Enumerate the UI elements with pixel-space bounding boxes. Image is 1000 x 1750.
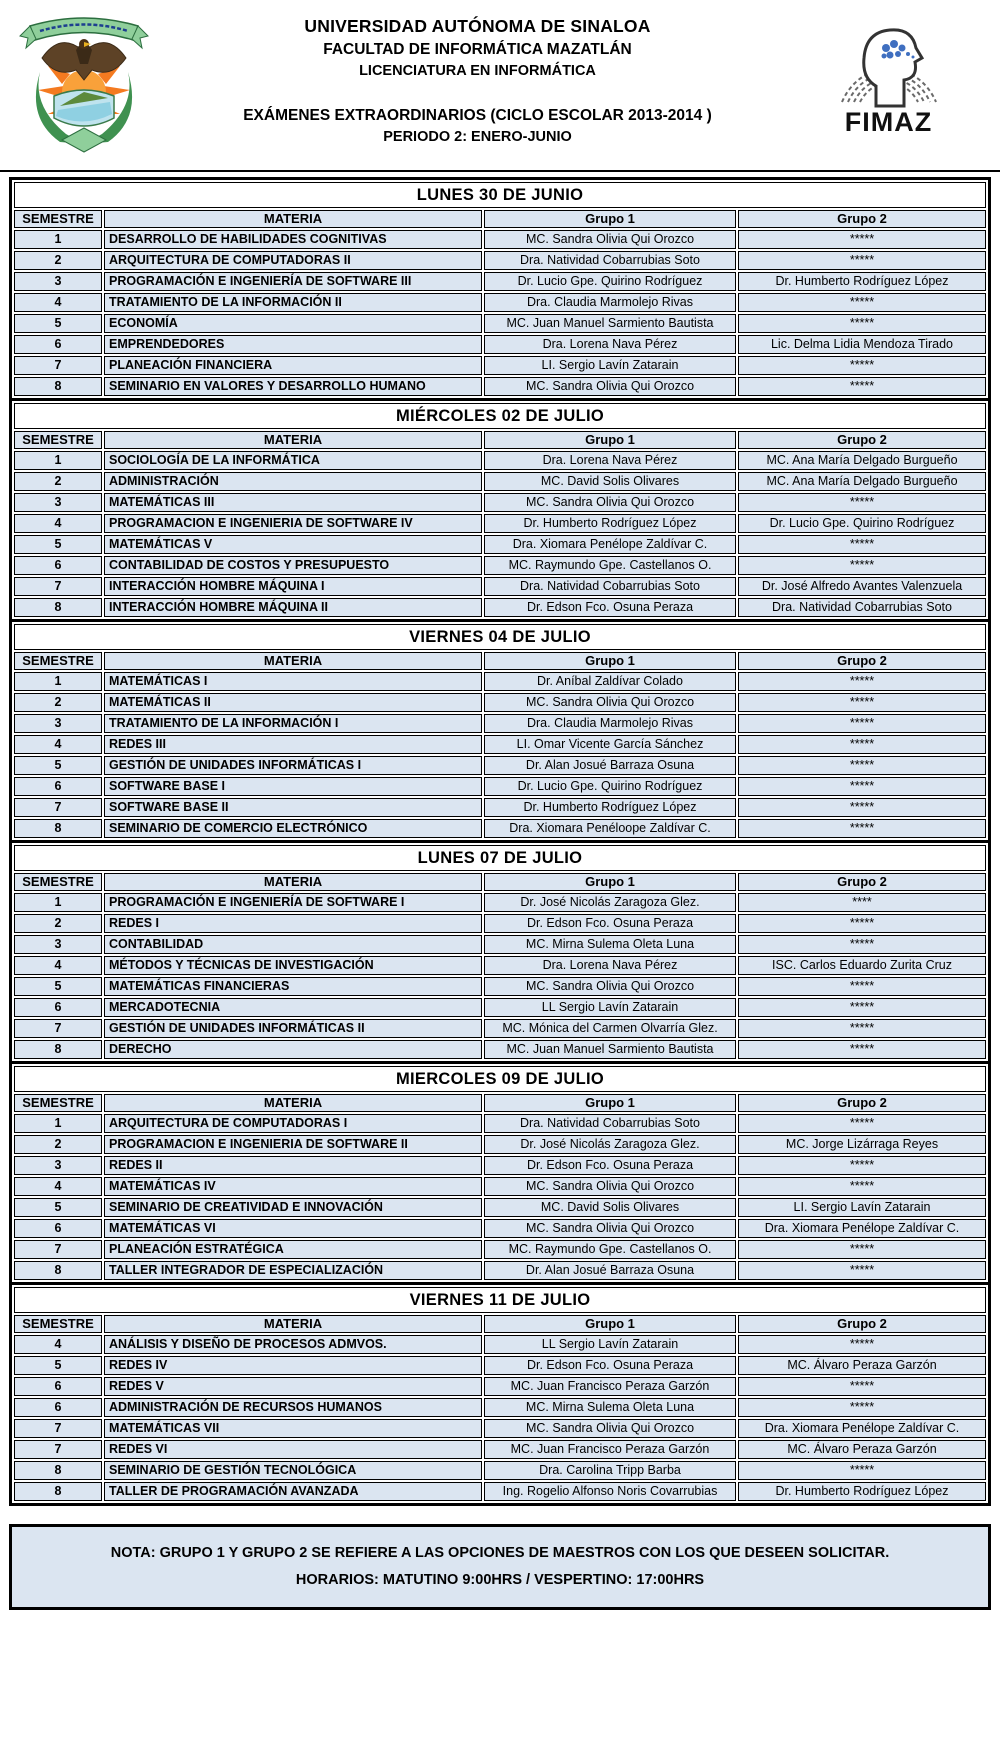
grupo1-cell: Dr. Lucio Gpe. Quirino Rodríguez: [484, 777, 736, 796]
column-header: Grupo 1: [484, 652, 736, 670]
semester-cell: 8: [14, 377, 102, 396]
semester-cell: 7: [14, 1440, 102, 1459]
table-row: [14, 735, 986, 754]
table-row: [14, 1440, 986, 1459]
table-row: [14, 1019, 986, 1038]
day-header: VIERNES 11 DE JULIO: [14, 1287, 986, 1313]
grupo2-cell: *****: [738, 693, 986, 712]
semester-cell: 7: [14, 577, 102, 596]
materia-cell: PLANEACIÓN ESTRATÉGICA: [104, 1240, 482, 1259]
semester-cell: 3: [14, 714, 102, 733]
grupo1-cell: MC. Juan Manuel Sarmiento Bautista: [484, 314, 736, 333]
table-row: [14, 672, 986, 691]
semester-cell: 5: [14, 535, 102, 554]
grupo2-cell: *****: [738, 1156, 986, 1175]
materia-cell: TALLER INTEGRADOR DE ESPECIALIZACIÓN: [104, 1261, 482, 1280]
materia-cell: CONTABILIDAD: [104, 935, 482, 954]
materia-cell: PROGRAMACIÓN E INGENIERÍA DE SOFTWARE III: [104, 272, 482, 291]
grupo2-cell: *****: [738, 535, 986, 554]
column-header: Grupo 2: [738, 431, 986, 449]
semester-cell: 4: [14, 1335, 102, 1354]
table-row: [14, 1177, 986, 1196]
grupo1-cell: MC. Mónica del Carmen Olvarría Glez.: [484, 1019, 736, 1038]
grupo2-cell: *****: [738, 556, 986, 575]
title-block: [164, 6, 791, 145]
schedule-table: [9, 177, 991, 401]
grupo2-cell: *****: [738, 1461, 986, 1480]
grupo2-cell: *****: [738, 1398, 986, 1417]
table-row: [14, 956, 986, 975]
table-row: [14, 230, 986, 249]
materia-cell: REDES II: [104, 1156, 482, 1175]
grupo1-cell: Dr. Edson Fco. Osuna Peraza: [484, 598, 736, 617]
materia-cell: ADMINISTRACIÓN DE RECURSOS HUMANOS: [104, 1398, 482, 1417]
materia-cell: SEMINARIO DE CREATIVIDAD E INNOVACIÓN: [104, 1198, 482, 1217]
grupo1-cell: LI. Omar Vicente García Sánchez: [484, 735, 736, 754]
grupo2-cell: *****: [738, 1019, 986, 1038]
table-row: [14, 251, 986, 270]
fimaz-head-icon: [814, 10, 964, 108]
grupo2-cell: *****: [738, 230, 986, 249]
materia-cell: EMPRENDEDORES: [104, 335, 482, 354]
table-row: [14, 1377, 986, 1396]
university-name: UNIVERSIDAD AUTÓNOMA DE SINALOA: [304, 16, 651, 36]
materia-cell: MATEMÁTICAS III: [104, 493, 482, 512]
grupo1-cell: Dr. Aníbal Zaldívar Colado: [484, 672, 736, 691]
table-row: [14, 577, 986, 596]
faculty-name: FACULTAD DE INFORMÁTICA MAZATLÁN: [323, 41, 632, 58]
semester-cell: 2: [14, 251, 102, 270]
semester-cell: 8: [14, 1482, 102, 1501]
materia-cell: ARQUITECTURA DE COMPUTADORAS II: [104, 251, 482, 270]
semester-cell: 4: [14, 293, 102, 312]
materia-cell: MÉTODOS Y TÉCNICAS DE INVESTIGACIÓN: [104, 956, 482, 975]
materia-cell: SEMINARIO EN VALORES Y DESARROLLO HUMANO: [104, 377, 482, 396]
semester-cell: 6: [14, 1219, 102, 1238]
materia-cell: TALLER DE PROGRAMACIÓN AVANZADA: [104, 1482, 482, 1501]
column-header: MATERIA: [104, 873, 482, 891]
grupo1-cell: Dra. Carolina Tripp Barba: [484, 1461, 736, 1480]
table-row: [14, 935, 986, 954]
grupo1-cell: Dr. Lucio Gpe. Quirino Rodríguez: [484, 272, 736, 291]
materia-cell: MATEMÁTICAS IV: [104, 1177, 482, 1196]
column-header: Grupo 1: [484, 1315, 736, 1333]
grupo2-cell: Dra. Natividad Cobarrubias Soto: [738, 598, 986, 617]
semester-cell: 6: [14, 335, 102, 354]
column-header: Grupo 2: [738, 873, 986, 891]
semester-cell: 7: [14, 1019, 102, 1038]
materia-cell: DERECHO: [104, 1040, 482, 1059]
semester-cell: 5: [14, 1198, 102, 1217]
grupo2-cell: *****: [738, 998, 986, 1017]
materia-cell: ANÁLISIS Y DISEÑO DE PROCESOS ADMVOS.: [104, 1335, 482, 1354]
semester-cell: 3: [14, 493, 102, 512]
materia-cell: MATEMÁTICAS VI: [104, 1219, 482, 1238]
table-row: [14, 1240, 986, 1259]
table-row: [14, 451, 986, 470]
grupo1-cell: Dra. Lorena Nava Pérez: [484, 956, 736, 975]
column-header: Grupo 2: [738, 1094, 986, 1112]
grupo2-cell: Dr. Humberto Rodríguez López: [738, 1482, 986, 1501]
grupo2-cell: Lic. Delma Lidia Mendoza Tirado: [738, 335, 986, 354]
grupo1-cell: LI. Sergio Lavín Zatarain: [484, 356, 736, 375]
grupo2-cell: *****: [738, 977, 986, 996]
semester-cell: 4: [14, 735, 102, 754]
semester-cell: 5: [14, 977, 102, 996]
table-row: [14, 514, 986, 533]
column-header: Grupo 1: [484, 431, 736, 449]
column-header: Grupo 1: [484, 210, 736, 228]
grupo1-cell: LL Sergio Lavín Zatarain: [484, 998, 736, 1017]
grupo2-cell: *****: [738, 1177, 986, 1196]
grupo1-cell: Dra. Lorena Nava Pérez: [484, 451, 736, 470]
semester-cell: 3: [14, 1156, 102, 1175]
grupo1-cell: Dr. Edson Fco. Osuna Peraza: [484, 1356, 736, 1375]
semester-cell: 7: [14, 356, 102, 375]
uas-crest-logo: [14, 6, 164, 169]
day-header: LUNES 07 DE JULIO: [14, 845, 986, 871]
grupo2-cell: Dr. Lucio Gpe. Quirino Rodríguez: [738, 514, 986, 533]
table-row: [14, 598, 986, 617]
table-row: [14, 714, 986, 733]
column-header: SEMESTRE: [14, 1094, 102, 1112]
column-header: SEMESTRE: [14, 431, 102, 449]
grupo1-cell: MC. Juan Francisco Peraza Garzón: [484, 1440, 736, 1459]
schedule-tables: [9, 177, 991, 1506]
grupo2-cell: MC. Jorge Lizárraga Reyes: [738, 1135, 986, 1154]
grupo2-cell: LI. Sergio Lavín Zatarain: [738, 1198, 986, 1217]
semester-cell: 8: [14, 1461, 102, 1480]
grupo2-cell: *****: [738, 251, 986, 270]
grupo1-cell: MC. Sandra Olivia Qui Orozco: [484, 1219, 736, 1238]
grupo1-cell: Dr. Alan Josué Barraza Osuna: [484, 756, 736, 775]
materia-cell: INTERACCIÓN HOMBRE MÁQUINA I: [104, 577, 482, 596]
semester-cell: 1: [14, 230, 102, 249]
table-row: [14, 377, 986, 396]
semester-cell: 8: [14, 819, 102, 838]
materia-cell: TRATAMIENTO DE LA INFORMACIÓN I: [104, 714, 482, 733]
materia-cell: GESTIÓN DE UNIDADES INFORMÁTICAS II: [104, 1019, 482, 1038]
semester-cell: 1: [14, 1114, 102, 1133]
grupo1-cell: MC. Sandra Olivia Qui Orozco: [484, 1177, 736, 1196]
semester-cell: 8: [14, 1261, 102, 1280]
table-row: [14, 977, 986, 996]
grupo2-cell: MC. Álvaro Peraza Garzón: [738, 1356, 986, 1375]
materia-cell: TRATAMIENTO DE LA INFORMACIÓN II: [104, 293, 482, 312]
day-header: MIERCOLES 09 DE JULIO: [14, 1066, 986, 1092]
materia-cell: ARQUITECTURA DE COMPUTADORAS I: [104, 1114, 482, 1133]
grupo2-cell: *****: [738, 314, 986, 333]
semester-cell: 6: [14, 777, 102, 796]
grupo1-cell: Dra. Natividad Cobarrubias Soto: [484, 251, 736, 270]
program-name: LICENCIATURA EN INFORMÁTICA: [359, 63, 596, 79]
grupo2-cell: MC. Ana María Delgado Burgueño: [738, 451, 986, 470]
materia-cell: SEMINARIO DE GESTIÓN TECNOLÓGICA: [104, 1461, 482, 1480]
semester-cell: 7: [14, 798, 102, 817]
table-row: [14, 1398, 986, 1417]
grupo2-cell: Dr. Humberto Rodríguez López: [738, 272, 986, 291]
table-row: [14, 998, 986, 1017]
semester-cell: 5: [14, 314, 102, 333]
column-header: MATERIA: [104, 431, 482, 449]
grupo1-cell: Dra. Lorena Nava Pérez: [484, 335, 736, 354]
table-row: [14, 1156, 986, 1175]
semester-cell: 4: [14, 514, 102, 533]
table-row: [14, 335, 986, 354]
grupo1-cell: MC. Sandra Olivia Qui Orozco: [484, 977, 736, 996]
table-row: [14, 556, 986, 575]
grupo1-cell: Dr. Alan Josué Barraza Osuna: [484, 1261, 736, 1280]
grupo2-cell: *****: [738, 819, 986, 838]
semester-cell: 4: [14, 1177, 102, 1196]
column-header: Grupo 1: [484, 873, 736, 891]
materia-cell: PROGRAMACIÓN E INGENIERÍA DE SOFTWARE I: [104, 893, 482, 912]
materia-cell: MATEMÁTICAS V: [104, 535, 482, 554]
materia-cell: INTERACCIÓN HOMBRE MÁQUINA II: [104, 598, 482, 617]
column-header: Grupo 2: [738, 210, 986, 228]
grupo1-cell: MC. Juan Manuel Sarmiento Bautista: [484, 1040, 736, 1059]
semester-cell: 8: [14, 598, 102, 617]
semester-cell: 3: [14, 935, 102, 954]
day-header: LUNES 30 DE JUNIO: [14, 182, 986, 208]
grupo1-cell: MC. Sandra Olivia Qui Orozco: [484, 493, 736, 512]
fimaz-logo: [791, 6, 986, 138]
semester-cell: 7: [14, 1419, 102, 1438]
table-row: [14, 314, 986, 333]
grupo1-cell: Dr. José Nicolás Zaragoza Glez.: [484, 1135, 736, 1154]
materia-cell: REDES III: [104, 735, 482, 754]
grupo2-cell: *****: [738, 293, 986, 312]
materia-cell: ADMINISTRACIÓN: [104, 472, 482, 491]
grupo1-cell: Dr. Humberto Rodríguez López: [484, 798, 736, 817]
grupo1-cell: Dr. Edson Fco. Osuna Peraza: [484, 914, 736, 933]
grupo2-cell: *****: [738, 672, 986, 691]
page-header: [0, 0, 1000, 168]
grupo2-cell: ****: [738, 893, 986, 912]
grupo1-cell: MC. Mirna Sulema Oleta Luna: [484, 935, 736, 954]
grupo2-cell: *****: [738, 1240, 986, 1259]
table-row: [14, 1114, 986, 1133]
table-row: [14, 356, 986, 375]
materia-cell: GESTIÓN DE UNIDADES INFORMÁTICAS I: [104, 756, 482, 775]
materia-cell: PLANEACIÓN FINANCIERA: [104, 356, 482, 375]
materia-cell: REDES I: [104, 914, 482, 933]
materia-cell: MERCADOTECNIA: [104, 998, 482, 1017]
grupo2-cell: *****: [738, 1040, 986, 1059]
materia-cell: CONTABILIDAD DE COSTOS Y PRESUPUESTO: [104, 556, 482, 575]
grupo1-cell: Dr. José Nicolás Zaragoza Glez.: [484, 893, 736, 912]
grupo2-cell: Dr. José Alfredo Avantes Valenzuela: [738, 577, 986, 596]
table-row: [14, 472, 986, 491]
table-row: [14, 293, 986, 312]
table-row: [14, 1198, 986, 1217]
schedule-table: [9, 619, 991, 843]
grupo1-cell: Ing. Rogelio Alfonso Noris Covarrubias: [484, 1482, 736, 1501]
semester-cell: 2: [14, 914, 102, 933]
materia-cell: ECONOMÍA: [104, 314, 482, 333]
table-row: [14, 493, 986, 512]
column-header: MATERIA: [104, 210, 482, 228]
table-row: [14, 1261, 986, 1280]
materia-cell: REDES IV: [104, 1356, 482, 1375]
table-row: [14, 1219, 986, 1238]
table-row: [14, 1040, 986, 1059]
semester-cell: 1: [14, 893, 102, 912]
column-header: MATERIA: [104, 1315, 482, 1333]
semester-cell: 3: [14, 272, 102, 291]
grupo2-cell: *****: [738, 935, 986, 954]
grupo1-cell: MC. Sandra Olivia Qui Orozco: [484, 1419, 736, 1438]
grupo1-cell: Dra. Claudia Marmolejo Rivas: [484, 293, 736, 312]
table-row: [14, 1419, 986, 1438]
day-header: MIÉRCOLES 02 DE JULIO: [14, 403, 986, 429]
schedule-table: [9, 840, 991, 1064]
note-box: [9, 1524, 991, 1610]
table-row: [14, 819, 986, 838]
period-subtitle: PERIODO 2: ENERO-JUNIO: [383, 129, 572, 145]
materia-cell: MATEMÁTICAS II: [104, 693, 482, 712]
grupo1-cell: MC. David Solis Olivares: [484, 472, 736, 491]
grupo2-cell: *****: [738, 377, 986, 396]
column-header: MATERIA: [104, 1094, 482, 1112]
semester-cell: 6: [14, 998, 102, 1017]
grupo2-cell: *****: [738, 1335, 986, 1354]
uas-crest-icon: [14, 6, 154, 164]
materia-cell: MATEMÁTICAS VII: [104, 1419, 482, 1438]
semester-cell: 6: [14, 1398, 102, 1417]
materia-cell: SOCIOLOGÍA DE LA INFORMÁTICA: [104, 451, 482, 470]
column-header: Grupo 1: [484, 1094, 736, 1112]
note-line-2: HORARIOS: MATUTINO 9:00HRS / VESPERTINO: 17:00HRS: [295, 1571, 705, 1588]
semester-cell: 2: [14, 693, 102, 712]
grupo1-cell: Dra. Natividad Cobarrubias Soto: [484, 1114, 736, 1133]
grupo1-cell: Dra. Xiomara Penéloope Zaldívar C.: [484, 819, 736, 838]
grupo2-cell: MC. Ana María Delgado Burgueño: [738, 472, 986, 491]
table-row: [14, 1135, 986, 1154]
materia-cell: DESARROLLO DE HABILIDADES COGNITIVAS: [104, 230, 482, 249]
column-header: SEMESTRE: [14, 210, 102, 228]
column-header: Grupo 2: [738, 1315, 986, 1333]
materia-cell: PROGRAMACION E INGENIERIA DE SOFTWARE IV: [104, 514, 482, 533]
materia-cell: REDES VI: [104, 1440, 482, 1459]
grupo1-cell: MC. Sandra Olivia Qui Orozco: [484, 377, 736, 396]
grupo2-cell: *****: [738, 714, 986, 733]
column-header: Grupo 2: [738, 652, 986, 670]
grupo2-cell: *****: [738, 798, 986, 817]
grupo2-cell: Dra. Xiomara Penélope Zaldívar C.: [738, 1419, 986, 1438]
semester-cell: 6: [14, 1377, 102, 1396]
table-row: [14, 693, 986, 712]
grupo2-cell: *****: [738, 356, 986, 375]
schedule-table: [9, 398, 991, 622]
materia-cell: SOFTWARE BASE I: [104, 777, 482, 796]
grupo1-cell: MC. Mirna Sulema Oleta Luna: [484, 1398, 736, 1417]
grupo1-cell: LL Sergio Lavín Zatarain: [484, 1335, 736, 1354]
grupo2-cell: *****: [738, 756, 986, 775]
semester-cell: 5: [14, 1356, 102, 1375]
grupo1-cell: Dra. Natividad Cobarrubias Soto: [484, 577, 736, 596]
grupo1-cell: MC. Raymundo Gpe. Castellanos O.: [484, 556, 736, 575]
grupo1-cell: Dr. Humberto Rodríguez López: [484, 514, 736, 533]
column-header: SEMESTRE: [14, 1315, 102, 1333]
table-row: [14, 893, 986, 912]
table-row: [14, 1461, 986, 1480]
column-header: MATERIA: [104, 652, 482, 670]
semester-cell: 8: [14, 1040, 102, 1059]
table-row: [14, 272, 986, 291]
table-row: [14, 914, 986, 933]
grupo1-cell: MC. Sandra Olivia Qui Orozco: [484, 230, 736, 249]
grupo1-cell: MC. Sandra Olivia Qui Orozco: [484, 693, 736, 712]
grupo1-cell: MC. Raymundo Gpe. Castellanos O.: [484, 1240, 736, 1259]
materia-cell: REDES V: [104, 1377, 482, 1396]
semester-cell: 6: [14, 556, 102, 575]
grupo2-cell: *****: [738, 1261, 986, 1280]
table-row: [14, 777, 986, 796]
grupo1-cell: Dr. Edson Fco. Osuna Peraza: [484, 1156, 736, 1175]
grupo1-cell: Dra. Claudia Marmolejo Rivas: [484, 714, 736, 733]
table-row: [14, 798, 986, 817]
table-row: [14, 1356, 986, 1375]
grupo1-cell: MC. David Solis Olivares: [484, 1198, 736, 1217]
table-row: [14, 535, 986, 554]
semester-cell: 2: [14, 1135, 102, 1154]
grupo2-cell: Dra. Xiomara Penélope Zaldívar C.: [738, 1219, 986, 1238]
grupo2-cell: *****: [738, 735, 986, 754]
materia-cell: SOFTWARE BASE II: [104, 798, 482, 817]
materia-cell: PROGRAMACION E INGENIERIA DE SOFTWARE II: [104, 1135, 482, 1154]
semester-cell: 1: [14, 672, 102, 691]
grupo2-cell: *****: [738, 914, 986, 933]
table-row: [14, 756, 986, 775]
day-header: VIERNES 04 DE JULIO: [14, 624, 986, 650]
materia-cell: MATEMÁTICAS I: [104, 672, 482, 691]
grupo2-cell: MC. Álvaro Peraza Garzón: [738, 1440, 986, 1459]
schedule-table: [9, 1061, 991, 1285]
grupo2-cell: *****: [738, 1114, 986, 1133]
grupo2-cell: *****: [738, 493, 986, 512]
grupo1-cell: MC. Juan Francisco Peraza Garzón: [484, 1377, 736, 1396]
note-line-1: NOTA: GRUPO 1 Y GRUPO 2 SE REFIERE A LAS OPCIONES DE MAESTROS CON LOS QUE DESEEN SOLICITAR.: [110, 1545, 890, 1561]
grupo2-cell: *****: [738, 1377, 986, 1396]
semester-cell: 2: [14, 472, 102, 491]
semester-cell: 5: [14, 756, 102, 775]
table-row: [14, 1482, 986, 1501]
exam-title: EXÁMENES EXTRAORDINARIOS (CICLO ESCOLAR 2013-2014 ): [243, 107, 712, 124]
materia-cell: SEMINARIO DE COMERCIO ELECTRÓNICO: [104, 819, 482, 838]
schedule-table: [9, 1282, 991, 1506]
fimaz-text: FIMAZ: [844, 107, 933, 137]
materia-cell: MATEMÁTICAS FINANCIERAS: [104, 977, 482, 996]
column-header: SEMESTRE: [14, 652, 102, 670]
grupo1-cell: Dra. Xiomara Penélope Zaldívar C.: [484, 535, 736, 554]
header-divider: [0, 170, 1000, 172]
column-header: SEMESTRE: [14, 873, 102, 891]
semester-cell: 7: [14, 1240, 102, 1259]
semester-cell: 4: [14, 956, 102, 975]
table-row: [14, 1335, 986, 1354]
grupo2-cell: *****: [738, 777, 986, 796]
semester-cell: 1: [14, 451, 102, 470]
grupo2-cell: ISC. Carlos Eduardo Zurita Cruz: [738, 956, 986, 975]
